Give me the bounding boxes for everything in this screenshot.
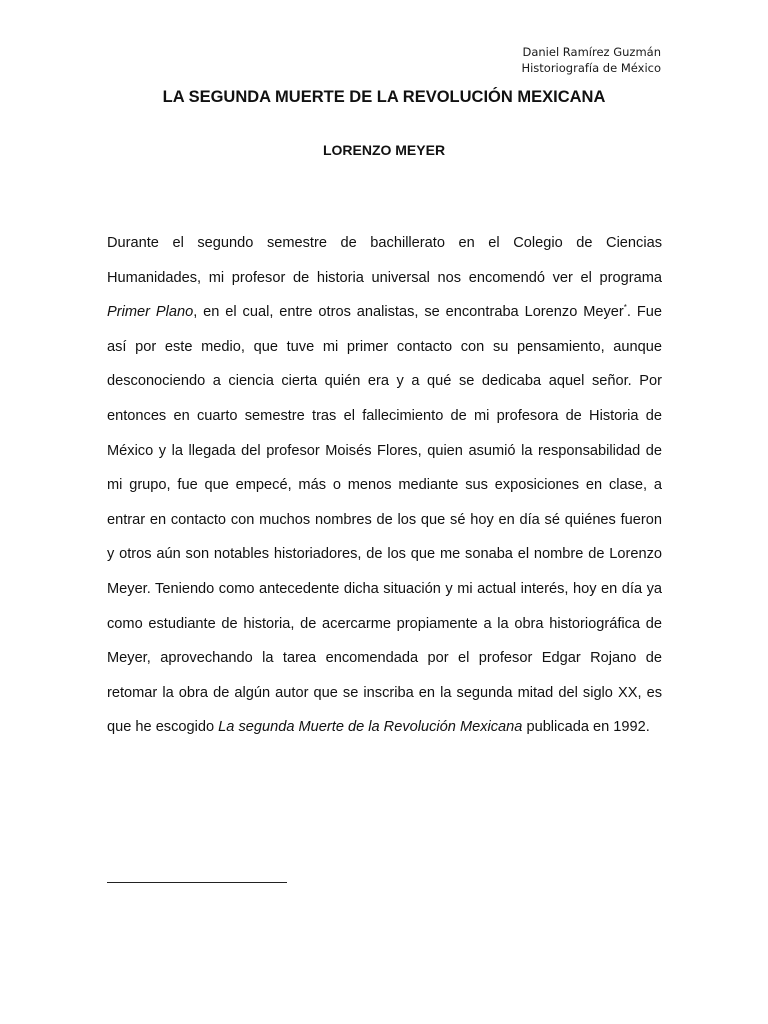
course-name: Historiografía de México (521, 61, 661, 75)
program-title: Primer Plano (107, 304, 194, 321)
book-title: La segunda Muerte de la Revolución Mexicana (218, 719, 523, 736)
footnote-mark: * (623, 303, 627, 313)
body-paragraph (107, 226, 662, 745)
body-text-part-4: publicada en 1992. (522, 719, 650, 736)
body-text-part-3: . Fue así por este medio, que tuve mi primer contacto con su pensamiento, aunque desconociendo a ciencia cierta quién era y a qué se dedicaba aquel señor. Por entonces en cuarto semestre tras el fallecimiento de mi profesora de Historia de México y la llegada del profesor Moisés Flores, quien asumió la responsabilidad de mi grupo, fue que empecé, más o menos mediante sus exposiciones en clase, a entrar en contacto con muchos nombres de los que sé hoy en día sé quiénes fueron y otros aún son notables historiadores, de los que me sonaba el nombre de Lorenzo Meyer. Teniendo como antecedente dicha situación y mi actual interés, hoy en día ya como estudiante de historia, de acercarme propiamente a la obra historiográfica de Meyer, aprovechando la tarea encomendada por el profesor Edgar Rojano de retomar la obra de algún autor que se inscriba en la segunda mitad del siglo XX, es que he escogido (107, 304, 662, 736)
document-subtitle: LORENZO MEYER (322, 142, 446, 158)
body-text-part-2: , en el cual, entre otros analistas, se encontraba Lorenzo Meyer (193, 304, 624, 321)
footnote-separator (107, 882, 287, 883)
document-title: LA SEGUNDA MUERTE DE LA REVOLUCIÓN MEXICANA (162, 88, 606, 106)
author-name: Daniel Ramírez Guzmán (522, 45, 661, 59)
body-text-part-1: Durante el segundo semestre de bachillerato en el Colegio de Ciencias Humanidades, mi profesor de historia universal nos encomendó ver el programa (107, 235, 662, 286)
document-header (521, 44, 661, 76)
